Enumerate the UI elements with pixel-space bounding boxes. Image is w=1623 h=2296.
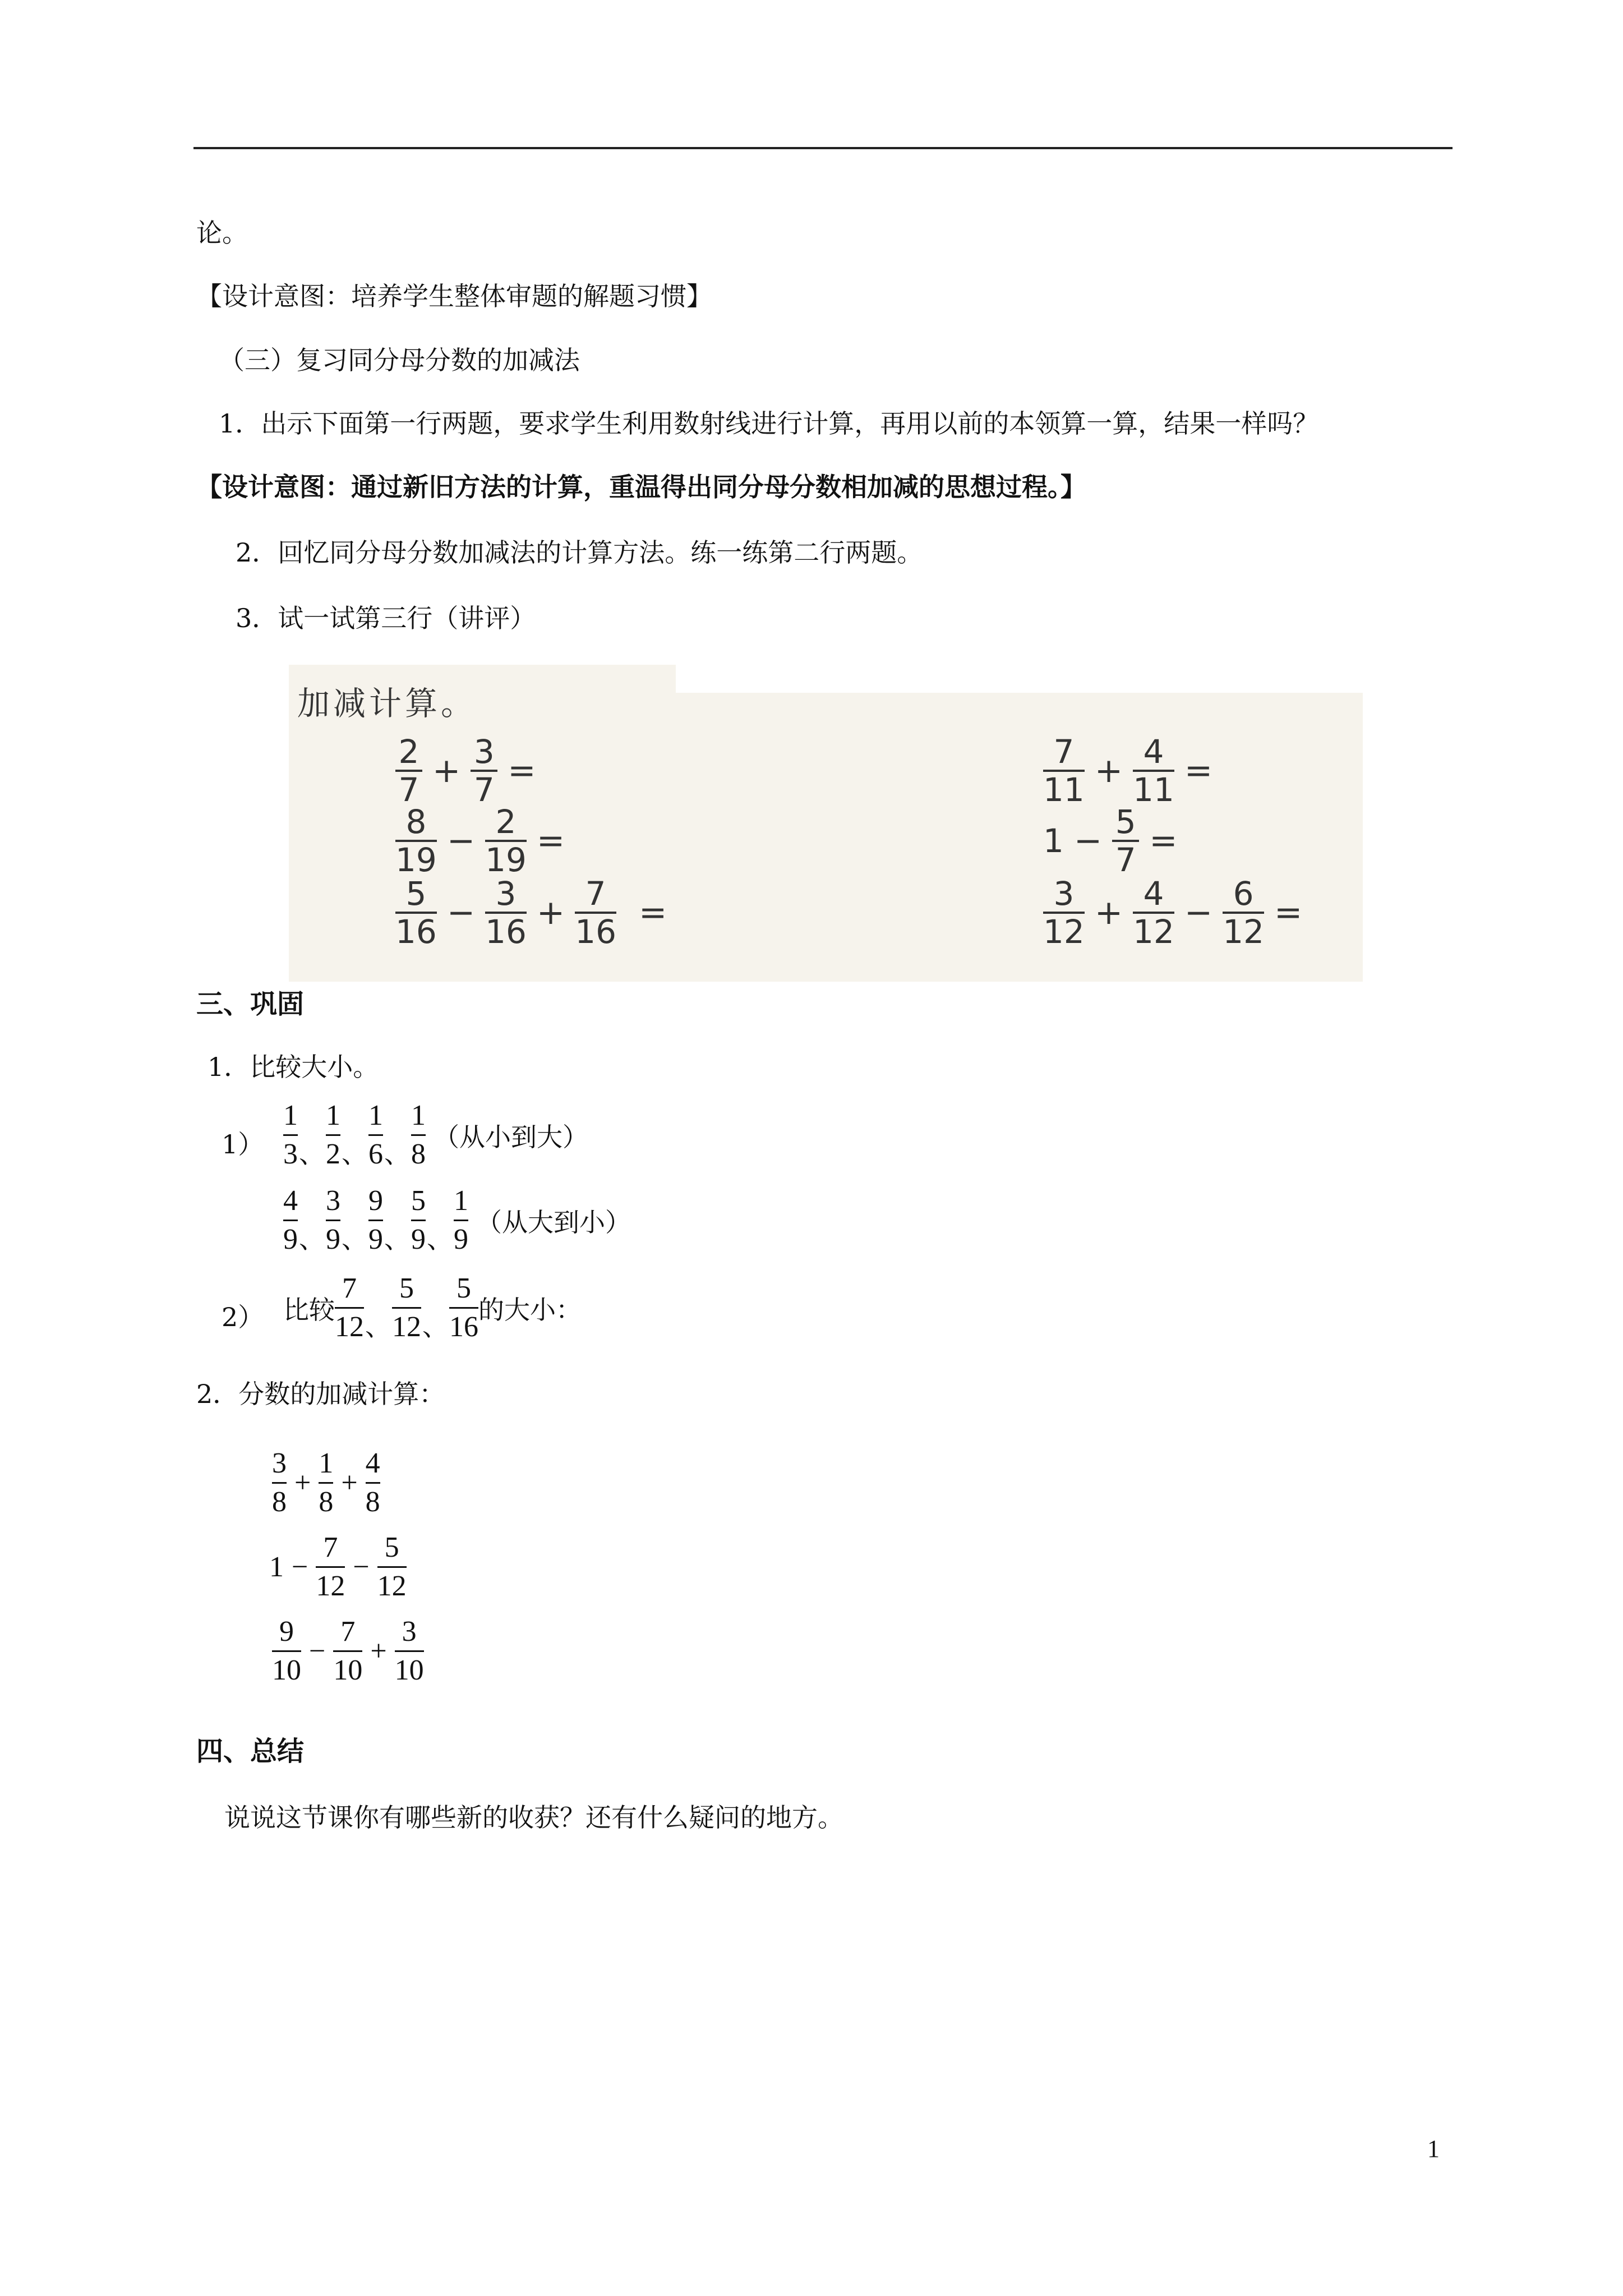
exercise-row-3: 5 16 − 3 16 + 7 16 = xyxy=(395,875,667,951)
fraction: 1 3 xyxy=(283,1099,298,1170)
fraction: 1 8 xyxy=(411,1099,426,1170)
fraction: 9 9 xyxy=(368,1185,383,1255)
summary-text: 说说这节课你有哪些新的收获？还有什么疑问的地方。 xyxy=(224,1802,843,1833)
fraction: 5 7 xyxy=(1112,805,1139,877)
fraction: 1 8 xyxy=(319,1447,334,1518)
continued-text: 论。 xyxy=(196,218,248,248)
fraction: 4 12 xyxy=(1133,875,1174,951)
fraction: 3 12 xyxy=(1043,875,1085,951)
fraction: 7 11 xyxy=(1043,733,1085,809)
sub-label-1: 1） xyxy=(222,1129,264,1159)
fraction: 3 10 xyxy=(394,1616,424,1686)
calc-row-3: 9 10 − 7 10 + 3 10 xyxy=(272,1616,424,1686)
step-1: 1．出示下面第一行两题，要求学生利用数射线进行计算，再用以前的本领算一算，结果一样吗？ xyxy=(219,408,1319,439)
fraction: 6 12 xyxy=(1223,875,1264,951)
fraction: 5 12 xyxy=(392,1272,421,1343)
step-3: 3．试一试第三行（讲评） xyxy=(236,603,536,633)
fraction: 7 12 xyxy=(316,1531,345,1602)
fraction: 2 19 xyxy=(485,803,527,879)
order-note: （从小到大） xyxy=(434,1121,588,1152)
fraction: 3 7 xyxy=(471,735,497,807)
fraction: 8 19 xyxy=(395,803,437,879)
compare-heading: 1．比较大小。 xyxy=(208,1052,379,1082)
fraction: 7 10 xyxy=(333,1616,363,1686)
fraction: 1 2 xyxy=(326,1099,340,1170)
fraction: 5 16 xyxy=(449,1272,478,1343)
compare-row-1: 1 3 、 1 2 、 1 6 、 1 8 （从小到大） xyxy=(283,1099,588,1170)
exercise-row-6: 3 12 + 4 12 − 6 12 = xyxy=(1043,875,1303,951)
exercise-row-5: 1 − 5 7 = xyxy=(1043,803,1178,879)
fraction: 3 9 xyxy=(326,1185,340,1255)
fraction: 9 10 xyxy=(272,1616,301,1686)
fraction: 5 12 xyxy=(377,1531,407,1602)
order-note: （从大到小） xyxy=(476,1207,631,1237)
header-rule xyxy=(193,147,1453,149)
fraction: 4 8 xyxy=(365,1447,380,1518)
fraction: 3 8 xyxy=(272,1447,287,1518)
fraction: 5 9 xyxy=(411,1185,426,1255)
fraction: 4 11 xyxy=(1133,733,1174,809)
exercise-row-4: 7 11 + 4 11 = xyxy=(1043,733,1213,809)
design-intent-1: 【设计意图：培养学生整体审题的解题习惯】 xyxy=(196,281,712,311)
fraction: 4 9 xyxy=(283,1185,298,1255)
fraction: 5 16 xyxy=(395,875,437,951)
design-intent-2: 【设计意图：通过新旧方法的计算，重温得出同分母分数相加减的思想过程。】 xyxy=(196,472,1086,502)
exercise-row-2: 8 19 − 2 19 = xyxy=(395,803,565,879)
compare-row-3: 比较 7 12 、 5 12 、 5 16 的大小： xyxy=(283,1272,582,1343)
fraction: 3 16 xyxy=(485,875,527,951)
subsection-heading: （三）复习同分母分数的加减法 xyxy=(219,345,580,375)
exercise-title: 加减计算。 xyxy=(297,684,477,723)
step-2: 2．回忆同分母分数加减法的计算方法。练一练第二行两题。 xyxy=(236,537,923,568)
calc-row-2: 1 − 7 12 − 5 12 xyxy=(269,1531,407,1602)
fraction: 2 7 xyxy=(395,735,422,807)
exercise-row-1: 2 7 + 3 7 = xyxy=(395,735,546,807)
calc-row-1: 3 8 + 1 8 + 4 8 xyxy=(272,1447,380,1518)
textbook-exercise-image xyxy=(289,665,1363,982)
section-3-heading: 三、巩固 xyxy=(196,988,305,1020)
calc-heading: 2．分数的加减计算： xyxy=(196,1379,445,1409)
fraction: 1 9 xyxy=(454,1185,468,1255)
compare-row-2: 4 9 、 3 9 、 9 9 、 5 9 、 1 9 （从大到小） xyxy=(283,1185,631,1255)
sub-label-2: 2） xyxy=(222,1302,264,1332)
section-4-heading: 四、总结 xyxy=(196,1736,305,1767)
fraction: 1 6 xyxy=(368,1099,383,1170)
fraction: 7 12 xyxy=(335,1272,364,1343)
fraction: 7 16 xyxy=(575,875,616,951)
page-number: 1 xyxy=(1427,2135,1440,2162)
